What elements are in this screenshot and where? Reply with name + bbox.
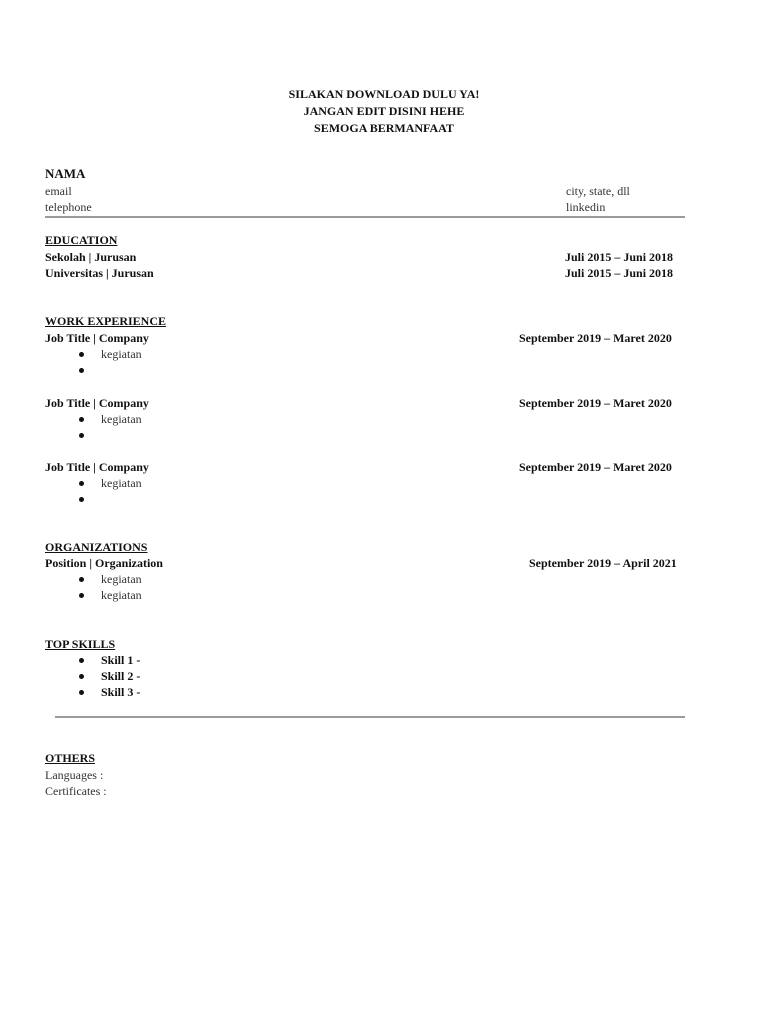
notice-line-2: JANGAN EDIT DISINI HEHE — [303, 104, 465, 118]
work-entry-1-title: Job Title | Company — [45, 331, 149, 345]
work-entry-3-title: Job Title | Company — [45, 460, 149, 474]
notice-line-1: SILAKAN DOWNLOAD DULU YA! — [288, 87, 480, 101]
bullet-icon — [79, 352, 84, 357]
header-divider — [45, 216, 685, 218]
bullet-icon — [79, 481, 84, 486]
download-notice — [0, 86, 768, 137]
education-entry-2-title: Universitas | Jurusan — [45, 266, 154, 280]
bullet-icon — [79, 368, 84, 373]
bullet-icon — [79, 497, 84, 502]
skill-item-3: Skill 3 - — [101, 685, 141, 699]
organization-entry-title: Position | Organization — [45, 556, 163, 570]
organization-bullet-1: kegiatan — [101, 572, 142, 586]
resume-name: NAMA — [45, 166, 86, 181]
work-heading: WORK EXPERIENCE — [45, 314, 167, 328]
bullet-icon — [79, 417, 84, 422]
bullet-icon — [79, 433, 84, 438]
contact-telephone: telephone — [45, 200, 92, 214]
notice-line-3: SEMOGA BERMANFAAT — [314, 121, 454, 135]
bullet-icon — [79, 577, 84, 582]
work-entry-1-date: September 2019 – Maret 2020 — [519, 331, 672, 345]
skills-heading: TOP SKILLS — [45, 637, 116, 651]
bullet-icon — [79, 674, 84, 679]
contact-location: city, state, dll — [566, 184, 630, 198]
work-entry-3-bullet-1: kegiatan — [101, 476, 142, 490]
work-entry-2-date: September 2019 – Maret 2020 — [519, 396, 672, 410]
organizations-heading: ORGANIZATIONS — [45, 540, 148, 554]
work-entry-2-title: Job Title | Company — [45, 396, 149, 410]
organization-entry-date: September 2019 – April 2021 — [529, 556, 677, 570]
education-entry-1-date: Juli 2015 – Juni 2018 — [565, 250, 674, 264]
education-entry-1-title: Sekolah | Jurusan — [45, 250, 137, 264]
skills-divider — [55, 716, 685, 718]
contact-email: email — [45, 184, 72, 198]
work-entry-2-bullet-1: kegiatan — [101, 412, 142, 426]
work-entry-3-date: September 2019 – Maret 2020 — [519, 460, 672, 474]
bullet-icon — [79, 690, 84, 695]
contact-linkedin: linkedin — [566, 200, 606, 214]
others-certificates: Certificates : — [45, 784, 107, 798]
organization-bullet-2: kegiatan — [101, 588, 142, 602]
bullet-icon — [79, 593, 84, 598]
others-heading: OTHERS — [45, 751, 96, 765]
education-heading: EDUCATION — [45, 233, 118, 247]
skill-item-2: Skill 2 - — [101, 669, 141, 683]
others-languages: Languages : — [45, 768, 104, 782]
skill-item-1: Skill 1 - — [101, 653, 141, 667]
education-entry-2-date: Juli 2015 – Juni 2018 — [565, 266, 674, 280]
work-entry-1-bullet-1: kegiatan — [101, 347, 142, 361]
bullet-icon — [79, 658, 84, 663]
